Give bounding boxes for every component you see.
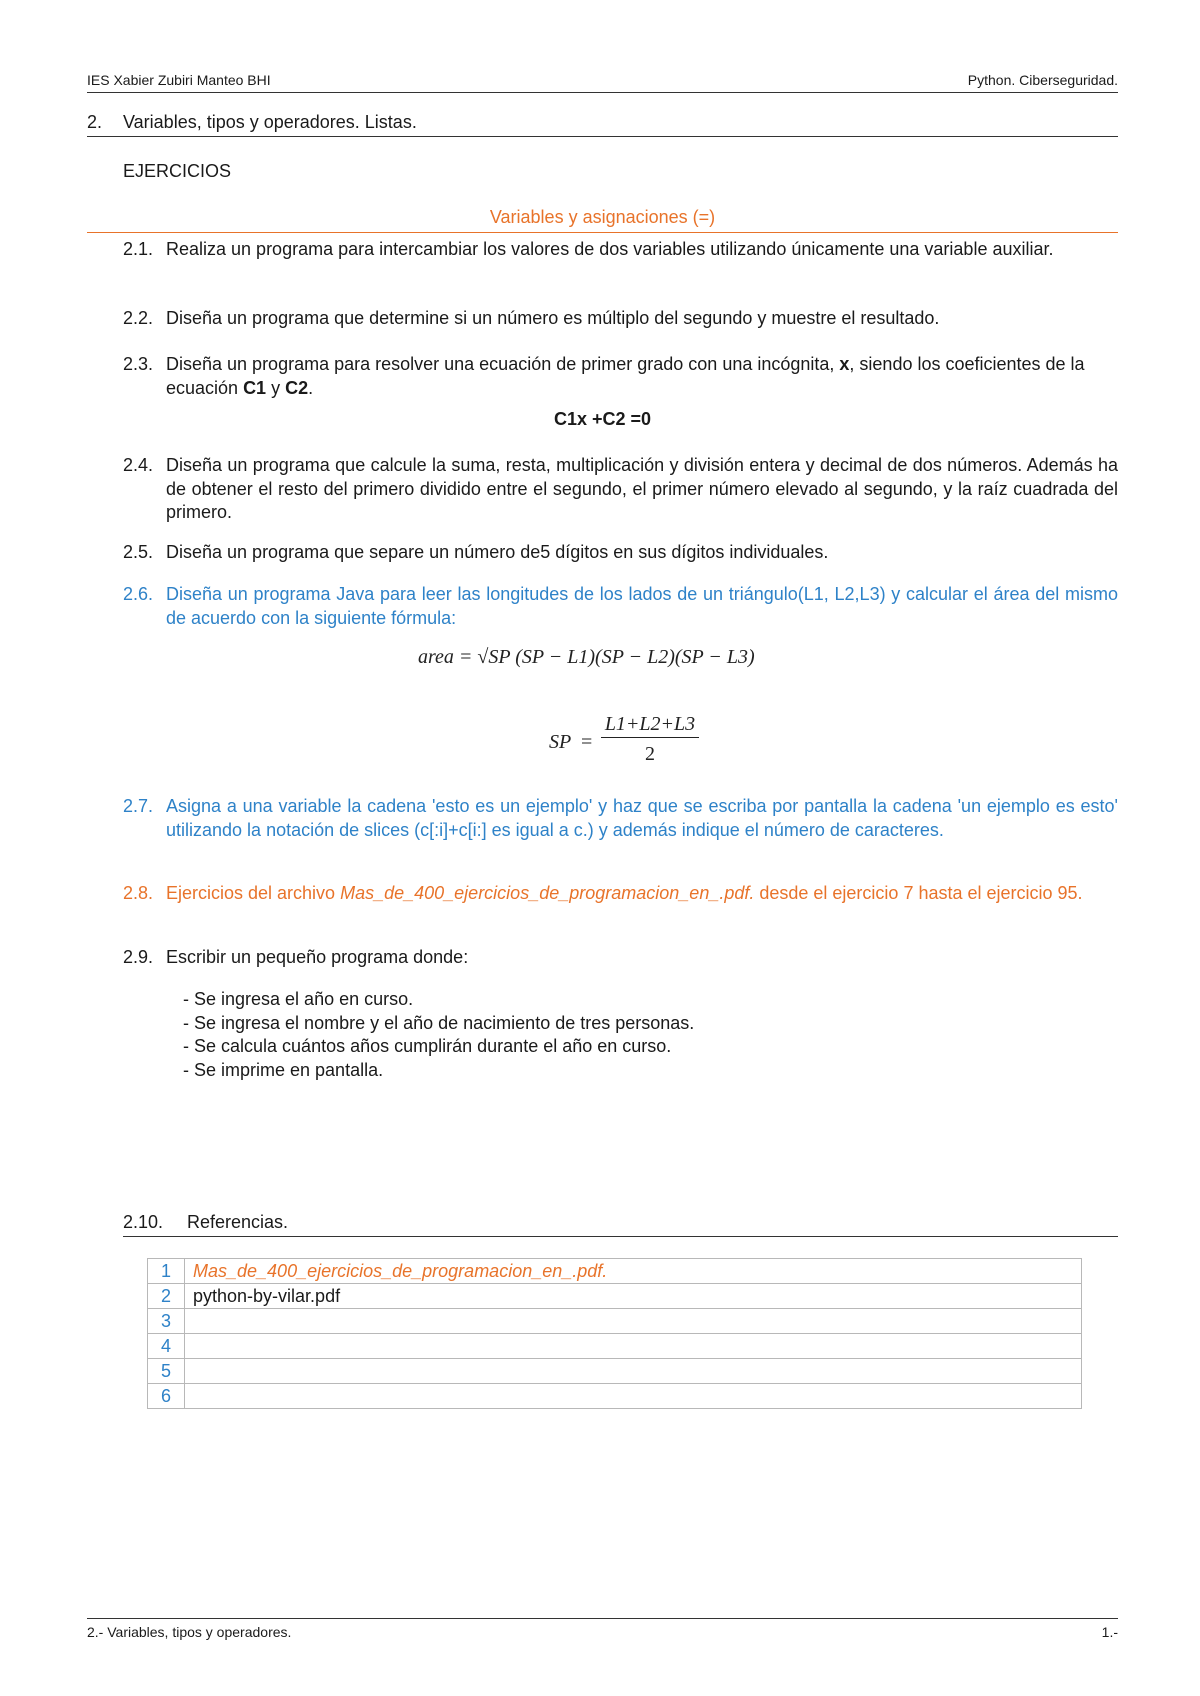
subsection-title: Variables y asignaciones (=) — [87, 207, 1118, 233]
list-item: - Se imprime en pantalla. — [183, 1059, 384, 1080]
section-title — [87, 112, 1118, 137]
references-title-text: Referencias. — [187, 1212, 289, 1232]
exercise-2-4 — [123, 454, 1118, 525]
exercise-2-7 — [123, 795, 1118, 842]
reference-value — [185, 1384, 1082, 1409]
exercise-text: Diseña un programa que determine si un número es múltiplo del segundo y muestre el resultado. — [166, 308, 940, 328]
exercise-text: Ejercicios del archivo Mas_de_400_ejercicios_de_programacion_en_.pdf. desde el ejercicio 7 hasta el ejercicio 95. — [166, 883, 1083, 903]
exercise-text: Diseña un programa que calcule la suma, resta, multiplicación y división entera y decimal de dos números. Además ha de obtener el resto del primero dividido entre el segundo, el primer número elevado al segundo, y la raíz cuadrada del primero. — [166, 455, 1118, 522]
reference-value: python-by-vilar.pdf — [185, 1284, 1082, 1309]
page-number: 1.- — [1101, 1624, 1118, 1640]
table-row: 6 — [148, 1384, 1082, 1409]
exercise-number: 2.5. — [123, 542, 154, 562]
list-item: - Se ingresa el año en curso. — [183, 989, 414, 1009]
equation: C1x +C2 =0 — [553, 409, 652, 429]
formula-sp: SP = L1+L2+L3 2 — [549, 713, 789, 769]
exercise-2-6 — [123, 583, 1118, 630]
exercise-number: 2.3. — [123, 354, 154, 374]
exercise-number: 2.1. — [123, 239, 154, 259]
table-row: 4 — [148, 1334, 1082, 1359]
reference-value — [185, 1309, 1082, 1334]
exercise-2-3 — [123, 353, 1118, 400]
exercise-number: 2.8. — [123, 883, 154, 903]
exercise-number: 2.4. — [123, 455, 154, 475]
page-footer — [87, 1618, 1118, 1643]
ejercicios-heading: EJERCICIOS — [123, 161, 232, 181]
bullet-list — [183, 988, 694, 1082]
exercise-2-2 — [123, 307, 1118, 331]
table-row: 1 Mas_de_400_ejercicios_de_programacion_en_.pdf. — [148, 1259, 1082, 1284]
exercise-text: Escribir un pequeño programa donde: — [166, 947, 469, 967]
reference-value: Mas_de_400_ejercicios_de_programacion_en_.pdf. — [185, 1259, 1082, 1284]
exercise-text: Diseña un programa para resolver una ecuación de primer grado con una incógnita, x, siendo los coeficientes de la ecuación C1 y C2. — [166, 354, 1085, 398]
exercise-text: Diseña un programa Java para leer las longitudes de los lados de un triángulo(L1, L2,L3) y calcular el área del mismo de acuerdo con la siguiente fórmula: — [166, 584, 1118, 628]
exercise-2-8 — [123, 882, 1118, 906]
footer-chapter: 2.- Variables, tipos y operadores. — [87, 1624, 292, 1640]
list-item: - Se calcula cuántos años cumplirán durante el año en curso. — [183, 1036, 672, 1056]
section-number: 2. — [87, 112, 103, 132]
list-item: - Se ingresa el nombre y el año de nacimiento de tres personas. — [183, 1012, 695, 1033]
table-row: 3 — [148, 1309, 1082, 1334]
exercise-number: 2.7. — [123, 796, 154, 816]
reference-value — [185, 1359, 1082, 1384]
references-title — [123, 1212, 1118, 1237]
header-course: Python. Ciberseguridad. — [967, 72, 1118, 88]
exercise-2-9 — [123, 946, 1118, 970]
exercise-text: Realiza un programa para intercambiar los valores de dos variables utilizando únicamente una variable auxiliar. — [166, 239, 1054, 259]
file-link: Mas_de_400_ejercicios_de_programacion_en_.pdf. — [340, 883, 755, 903]
page-header — [87, 72, 1118, 93]
table-row: 5 — [148, 1359, 1082, 1384]
exercise-number: 2.9. — [123, 947, 154, 967]
header-institution: IES Xabier Zubiri Manteo BHI — [87, 72, 271, 88]
exercise-2-1 — [123, 238, 1118, 262]
exercise-text: Asigna a una variable la cadena 'esto es un ejemplo' y haz que se escriba por pantalla la cadena 'un ejemplo es esto' utilizando la notación de slices (c[:i]+c[i:] es igual a c.) y además indique el número de caracteres. — [166, 796, 1118, 840]
reference-value — [185, 1334, 1082, 1359]
references-number: 2.10. — [123, 1212, 164, 1232]
section-title-text: Variables, tipos y operadores. Listas. — [123, 112, 417, 132]
exercise-number: 2.6. — [123, 584, 154, 604]
table-row: 2 python-by-vilar.pdf — [148, 1284, 1082, 1309]
exercise-2-5 — [123, 541, 1118, 565]
document-page — [87, 0, 1118, 1696]
formula-area: area = √SP (SP − L1)(SP − L2)(SP − L3) — [418, 646, 755, 668]
exercise-number: 2.2. — [123, 308, 154, 328]
references-table — [147, 1258, 1082, 1409]
exercise-text: Diseña un programa que separe un número de5 dígitos en sus dígitos individuales. — [166, 542, 829, 562]
